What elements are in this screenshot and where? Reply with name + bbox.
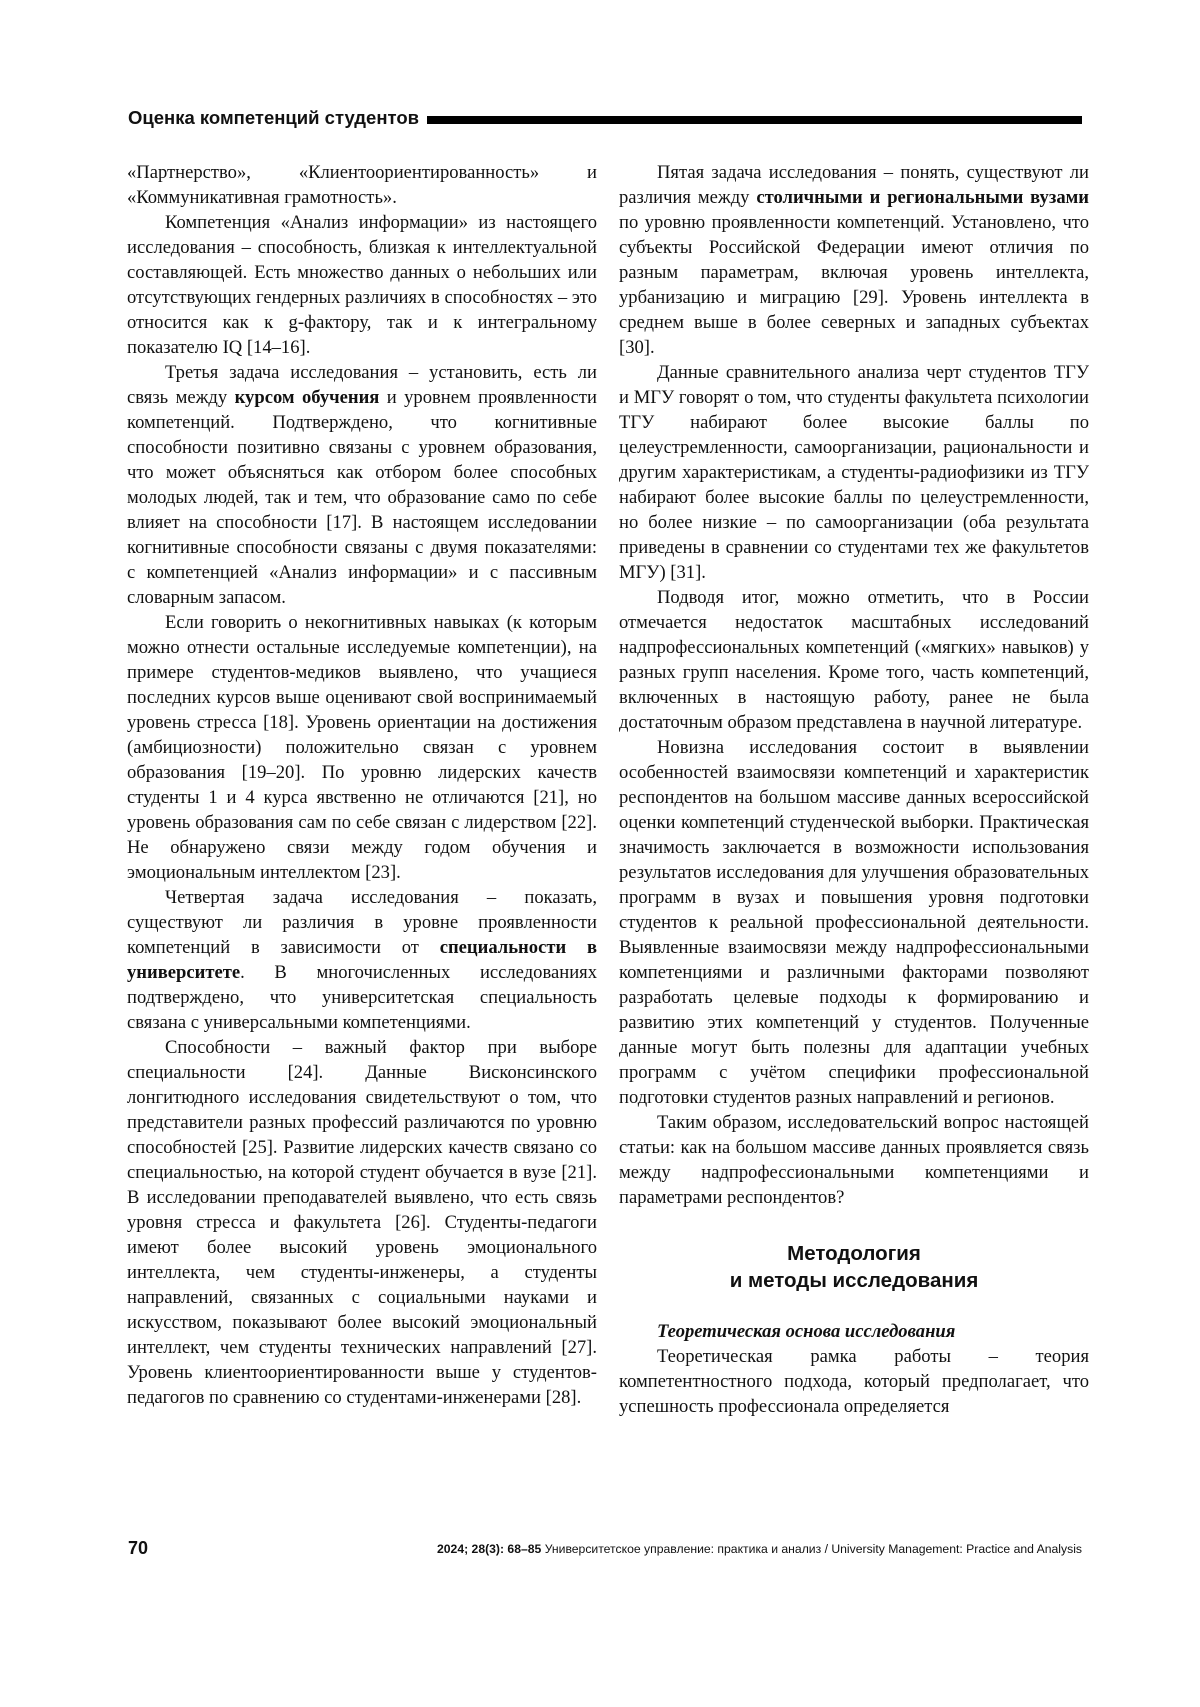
emphasis: столичными и региональными вузами — [756, 187, 1089, 208]
subsection-title: Теоретическая основа исследования — [657, 1321, 956, 1342]
running-header-rule — [427, 116, 1082, 124]
paragraph: Третья задача исследования – установить, есть ли связь между курсом обучения и уровнем проявленности компетенций. Подтверждено, что когнитивные способности позитивно связаны с уровнем образования, что может объясняться как отбором более способных молодых людей, так и тем, что образование само по себе влияет на способности [17]. В настоящем исследовании когнитивные способности связаны с двумя показателями: с компетенцией «Анализ информации» и с пассивным словарным запасом. — [127, 362, 597, 608]
paragraph: «Партнерство», «Клиентоориентированность» и «Коммуникативная грамотность». — [127, 162, 597, 208]
paragraph: Способности – важный фактор при выборе специальности [24]. Данные Висконсинского лонгитюдного исследования свидетельствуют о том, что представители разных профессий различаются по уровню способностей [25]. Развитие лидерских качеств связано со специальностью, на которой студент обучается в вузе [21]. В исследовании преподавателей выявлено, что есть связь уровня стресса и факультета [26]. Студенты-педагоги имеют более высокий уровень эмоционального интеллекта, чем студенты-инженеры, а студенты направлений, связанных с социальными науками и искусством, показывают более высокий эмоциональный интеллект, чем студенты технических направлений [27]. Уровень клиентоориентированности выше у студентов-педагогов по сравнению со студентами-инженерами [28]. — [127, 1037, 597, 1408]
paragraph: Данные сравнительного анализа черт студентов ТГУ и МГУ говорят о том, что студенты факультета психологии ТГУ набирают более высокие баллы по целеустремленности, самоорганизации, рациональности и другим характеристикам, а студенты-радиофизики из ТГУ набирают более высокие баллы по целеустремленности, но более низкие – по самоорганизации (оба результата приведены в сравнении со студентами тех же факультетов МГУ) [31]. — [619, 362, 1089, 583]
paragraph: Пятая задача исследования – понять, существуют ли различия между столичными и региональными вузами по уровню проявленности компетенций. Установлено, что субъекты Российской Федерации имеют отличия по разным параметрам, включая уровень интеллекта, урбанизацию и миграцию [29]. Уровень интеллекта в среднем выше в более северных и западных субъектах [30]. — [619, 162, 1089, 358]
running-header — [128, 104, 1082, 132]
paragraph: Подводя итог, можно отметить, что в России отмечается недостаток масштабных исследований надпрофессиональных компетенций («мягких» навыков) у разных групп населения. Кроме того, часть компетенций, включенных в настоящую работу, ранее не была достаточным образом представлена в научной литературе. — [619, 587, 1089, 733]
running-header-title: Оценка компетенций студентов — [128, 107, 420, 128]
page-number: 70 — [128, 1538, 149, 1558]
right-column — [619, 160, 1089, 1419]
paragraph: Теоретическая рамка работы – теория компетентностного подхода, который предполагает, что успешность профессионала определяется — [619, 1346, 1089, 1417]
emphasis: курсом обучения — [234, 387, 380, 408]
paragraph: Если говорить о некогнитивных навыках (к которым можно отнести остальные исследуемые компетенции), на примере студентов-медиков выявлено, что учащиеся последних курсов выше оценивают свой воспринимаемый уровень стресса [18]. Уровень ориентации на достижения (амбициозности) положительно связан с уровнем образования [19–20]. По уровню лидерских качеств студенты 1 и 4 курса явственно не отличаются [21], но уровень образования сам по себе связан с лидерством [22]. Не обнаружено связи между годом обучения и эмоциональным интеллектом [23]. — [127, 612, 597, 883]
left-column — [127, 160, 597, 1410]
emphasis: специальности в университете — [127, 937, 597, 983]
paragraph: Новизна исследования состоит в выявлении особенностей взаимосвязи компетенций и характеристик респондентов на большом массиве данных всероссийской оценки компетенций студенческой выборки. Практическая значимость заключается в возможности использования результатов исследования для улучшения образовательных программ в вузах и повышения уровня подготовки студентов к реальной профессиональной деятельности. Выявленные взаимосвязи между надпрофессиональными компетенциями и различными факторами позволяют разработать целевые подходы к формированию и развитию этих компетенций у студентов. Полученные данные могут быть полезны для адаптации учебных программ с учётом специфики профессиональной подготовки студентов разных направлений и регионов. — [619, 737, 1089, 1108]
section-title: Методология и методы исследования — [729, 1242, 979, 1292]
paragraph: Четвертая задача исследования – показать, существуют ли различия в уровне проявленности компетенций в зависимости от специальности в университете. В многочисленных исследованиях подтверждено, что университетская специальность связана с универсальными компетенциями. — [127, 887, 597, 1033]
paragraph: Таким образом, исследовательский вопрос настоящей статьи: как на большом массиве данных проявляется связь между надпрофессиональными компетенциями и параметрами респондентов? — [619, 1112, 1089, 1208]
page-footer — [128, 1538, 1082, 1562]
paragraph: Компетенция «Анализ информации» из настоящего исследования – способность, близкая к интеллектуальной составляющей. Есть множество данных о небольших или отсутствующих гендерных различиях в способностях – это относится как к g-фактору, так и к интегральному показателю IQ [14–16]. — [127, 212, 597, 358]
journal-citation: 2024; 28(3): 68–85 Университетское управление: практика и анализ / University Management: Practice and Analysis — [436, 1542, 1082, 1556]
